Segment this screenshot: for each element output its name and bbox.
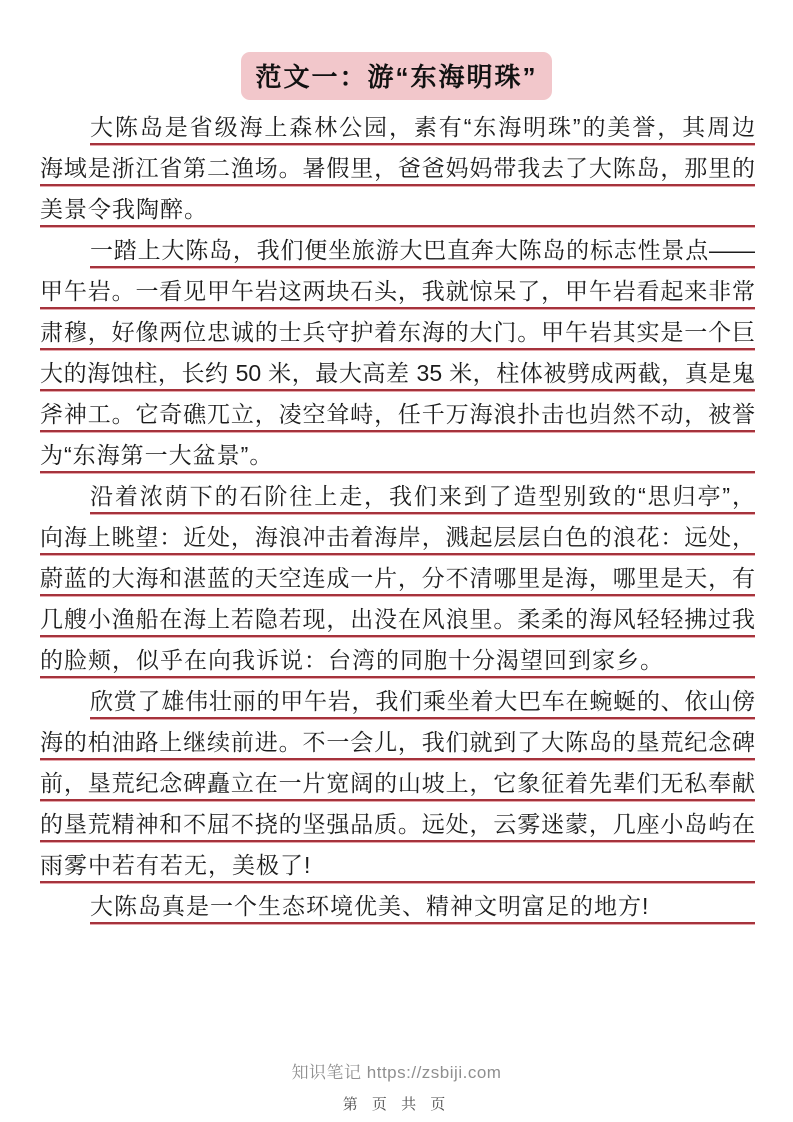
essay [40, 107, 755, 927]
essay-line: 的垦荒精神和不屈不挠的坚强品质。远处，云雾迷蒙，几座小岛屿在 [40, 804, 755, 845]
essay-line: 为“东海第一大盆景”。 [40, 435, 755, 476]
essay-line: 蔚蓝的大海和湛蓝的天空连成一片，分不清哪里是海，哪里是天，有 [40, 558, 755, 599]
essay-line: 的脸颊，似乎在向我诉说：台湾的同胞十分渴望回到家乡。 [40, 640, 755, 681]
essay-line: 向海上眺望：近处，海浪冲击着海岸，溅起层层白色的浪花：远处， [40, 517, 755, 558]
essay-line: 沿着浓荫下的石阶往上走，我们来到了造型别致的“思归亭”， [40, 476, 755, 517]
paragraph [40, 476, 755, 681]
essay-line: 甲午岩。一看见甲午岩这两块石头，我就惊呆了，甲午岩看起来非常 [40, 271, 755, 312]
page-number: 第 页 共 页 [342, 1096, 451, 1113]
footer [0, 1058, 793, 1114]
essay-line: 雨雾中若有若无，美极了! [40, 845, 755, 886]
paragraph [40, 886, 755, 927]
essay-line: 斧神工。它奇礁兀立，凌空耸峙，任千万海浪扑击也岿然不动，被誉 [40, 394, 755, 435]
essay-line: 前，垦荒纪念碑矗立在一片宽阔的山坡上，它象征着先辈们无私奉献 [40, 763, 755, 804]
essay-line: 一踏上大陈岛，我们便坐旅游大巴直奔大陈岛的标志性景点—— [40, 230, 755, 271]
essay-line: 大陈岛真是一个生态环境优美、精神文明富足的地方! [40, 886, 755, 927]
essay-title: 范文一：游“东海明珠” [241, 52, 551, 100]
essay-line: 欣赏了雄伟壮丽的甲午岩，我们乘坐着大巴车在蜿蜒的、依山傍 [40, 681, 755, 722]
essay-line: 几艘小渔船在海上若隐若现，出没在风浪里。柔柔的海风轻轻拂过我 [40, 599, 755, 640]
title-row [0, 52, 793, 100]
paragraph [40, 681, 755, 886]
paragraph [40, 230, 755, 476]
essay-line: 美景令我陶醉。 [40, 189, 755, 230]
paragraph [40, 107, 755, 230]
essay-line: 海的柏油路上继续前进。不一会儿，我们就到了大陈岛的垦荒纪念碑 [40, 722, 755, 763]
site-watermark: 知识笔记 https://zsbiji.com [291, 1063, 502, 1082]
essay-line: 海域是浙江省第二渔场。暑假里，爸爸妈妈带我去了大陈岛，那里的 [40, 148, 755, 189]
essay-line: 肃穆，好像两位忠诚的士兵守护着东海的大门。甲午岩其实是一个巨 [40, 312, 755, 353]
essay-line: 大陈岛是省级海上森林公园，素有“东海明珠”的美誉，其周边 [40, 107, 755, 148]
essay-line: 大的海蚀柱，长约 50 米，最大高差 35 米，柱体被劈成两截，真是鬼 [40, 353, 755, 394]
